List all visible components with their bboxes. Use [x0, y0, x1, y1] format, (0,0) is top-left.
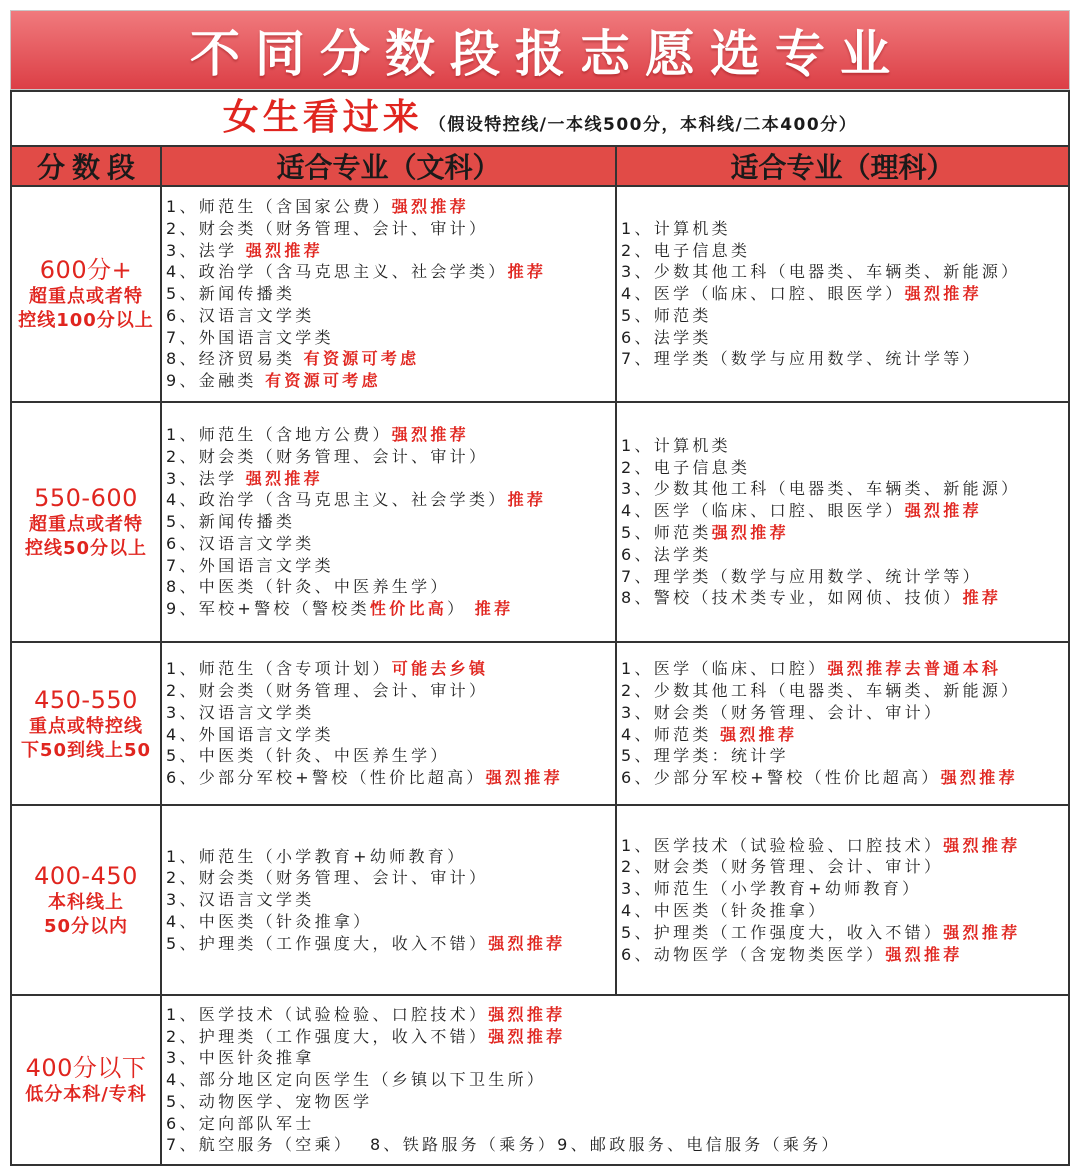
major-item [166, 889, 615, 911]
major-text: 3、法学 [166, 468, 246, 488]
score-range-label: 550-600 [34, 484, 138, 512]
recommend-note: 推荐 [507, 490, 547, 510]
major-item [166, 261, 615, 283]
recommend-note: 有资源可考虑 [265, 371, 381, 391]
major-item [166, 1047, 1068, 1069]
recommend-note: 强烈推荐 [488, 933, 566, 953]
table-header [10, 145, 1070, 187]
science-major-list [617, 806, 1068, 994]
major-text: 7、航空服务（空乘） 8、铁路服务（乘务）9、邮政服务、电信服务（乘务） [166, 1135, 841, 1155]
header-science-majors: 适合专业（理科） [730, 151, 955, 184]
major-text: 7、理学类（数学与应用数学、统计学等） [621, 349, 982, 369]
major-item [621, 745, 1068, 767]
major-item [621, 680, 1068, 702]
score-range-cell [12, 643, 162, 804]
score-range-cell [12, 996, 162, 1164]
major-text: 4、医学（临床、口腔、眼医学） [621, 501, 905, 521]
major-text: 5、中医类（针灸、中医养生学） [166, 746, 450, 766]
major-item [621, 435, 1068, 457]
recommend-note: 性价比高 [369, 599, 448, 619]
major-text: 5、新闻传播类 [166, 284, 296, 304]
major-text: 7、外国语言文学类 [166, 555, 334, 575]
major-item [621, 348, 1068, 370]
major-text: 3、汉语言文学类 [166, 702, 315, 722]
major-text: 9、军校+警校（警校类 [166, 599, 370, 619]
score-range-label: 600分+ [39, 256, 133, 284]
score-range-label: 450-550 [34, 685, 138, 714]
major-text: 6、少部分军校+警校（性价比超高） [166, 768, 486, 788]
major-item [621, 587, 1068, 609]
major-text: 1、师范生（含地方公费） [166, 424, 392, 444]
recommend-note: 强烈推荐 [885, 944, 963, 964]
major-item [166, 745, 615, 767]
major-text: 7、外国语言文学类 [166, 327, 334, 347]
arts-major-list [162, 643, 617, 804]
major-text: 6、法学类 [621, 327, 712, 347]
major-text: 5、理学类：统计学 [621, 746, 789, 766]
recommend-note: 强烈推荐 [904, 284, 982, 304]
major-text: 1、师范生（含专项计划） [166, 659, 392, 679]
major-text: 4、政治学（含马克思主义、社会学类） [166, 262, 508, 282]
major-text: 2、电子信息类 [621, 457, 751, 477]
header-arts-majors: 适合专业（文科） [162, 147, 617, 185]
major-item [166, 196, 615, 218]
major-item [621, 327, 1068, 349]
recommend-note: 强烈推荐 [940, 768, 1018, 788]
major-item [166, 305, 615, 327]
major-text: 3、财会类（财务管理、会计、审计） [621, 702, 944, 722]
score-row [10, 187, 1070, 403]
major-item [621, 878, 1068, 900]
major-item [621, 835, 1068, 857]
score-range-cell [12, 403, 162, 641]
major-item [166, 468, 615, 490]
recommend-note: 推荐 [962, 588, 1002, 608]
major-item [166, 846, 615, 868]
subtitle-highlight: 女生看过来 [222, 97, 423, 138]
major-item [621, 544, 1068, 566]
major-item [621, 922, 1068, 944]
major-text: 5、护理类（工作强度大，收入不错） [621, 922, 944, 942]
recommend-note: 强烈推荐 [904, 501, 982, 521]
score-range-cell [12, 806, 162, 994]
major-text: 1、计算机类 [621, 218, 731, 238]
major-item [621, 724, 1068, 746]
major-item [166, 702, 615, 724]
major-text: 6、法学类 [621, 544, 712, 564]
major-text: 3、少数其他工科（电器类、车辆类、新能源） [621, 262, 1021, 282]
major-text: 5、师范类 [621, 523, 712, 542]
major-item [621, 566, 1068, 588]
major-text: 8、警校（技术类专业，如网侦、技侦） [621, 588, 963, 608]
recommend-note: 强烈推荐 [943, 922, 1021, 942]
recommend-note: 强烈推荐 [711, 523, 789, 542]
major-item [166, 511, 615, 533]
score-row [10, 996, 1070, 1166]
major-text: 1、医学（临床、口腔） [621, 659, 828, 679]
major-item [166, 555, 615, 577]
major-item [621, 767, 1068, 789]
major-item [166, 1134, 1068, 1156]
science-major-list [617, 643, 1068, 804]
major-text: 6、动物医学（含宠物类医学） [621, 944, 886, 964]
score-range-desc: 50分以内 [43, 916, 129, 937]
recommend-note: 强烈推荐 [391, 196, 469, 216]
major-text: 6、定向部队军士 [166, 1113, 315, 1133]
major-text: 4、医学（临床、口腔、眼医学） [621, 284, 905, 304]
major-item [166, 658, 615, 680]
score-range-label: 400-450 [34, 862, 138, 890]
recommend-note: 强烈推荐 [391, 424, 469, 444]
recommend-note: 强烈推荐 [943, 835, 1021, 855]
major-item [621, 702, 1068, 724]
major-item [166, 283, 615, 305]
arts-major-list [162, 187, 617, 401]
major-text: 4、师范类 [621, 724, 721, 744]
major-item [621, 240, 1068, 262]
score-range-desc: 本科线上 [48, 892, 124, 913]
major-item [166, 867, 615, 889]
major-item [166, 533, 615, 555]
major-text: 5、动物医学、宠物医学 [166, 1091, 373, 1111]
recommend-note: 强烈推荐 [485, 768, 563, 788]
recommend-note: 强烈推荐 [488, 1004, 566, 1024]
science-major-list [617, 403, 1068, 641]
major-text: 4、中医类（针灸推拿） [621, 901, 828, 920]
major-item [166, 1026, 1068, 1048]
recommend-note: 强烈推荐去普通本科 [827, 659, 1002, 679]
major-item [166, 1091, 1068, 1113]
score-row [10, 643, 1070, 806]
major-item [621, 283, 1068, 305]
major-item [621, 900, 1068, 922]
major-text: 2、财会类（财务管理、会计、审计） [166, 446, 489, 466]
major-text: 3、中医针灸推拿 [166, 1048, 315, 1068]
major-item [166, 911, 615, 933]
major-text: 8、经济贸易类 [166, 349, 304, 369]
major-text: 4、部分地区定向医学生（乡镇以下卫生所） [166, 1070, 547, 1090]
major-text: 7、理学类（数学与应用数学、统计学等） [621, 566, 982, 586]
score-range-desc: 下50到线上50 [20, 739, 152, 761]
major-item [166, 680, 615, 702]
score-range-desc: 超重点或者特 [29, 514, 143, 535]
major-text: ） [447, 599, 475, 619]
major-item [621, 478, 1068, 500]
major-text: 1、医学技术（试验检验、口腔技术） [166, 1004, 489, 1024]
score-range-label: 400分以下 [25, 1054, 147, 1082]
header-score-range: 分数段 [12, 147, 162, 185]
major-item [166, 724, 615, 746]
major-item [166, 576, 615, 598]
major-text: 3、师范生（小学教育+幼师教育） [621, 879, 922, 899]
major-text: 9、金融类 [166, 371, 266, 391]
major-item [621, 261, 1068, 283]
score-range-desc: 控线50分以上 [24, 538, 148, 559]
major-item [621, 218, 1068, 240]
score-range-cell [12, 187, 162, 401]
major-text: 2、财会类（财务管理、会计、审计） [621, 857, 944, 877]
major-item [621, 944, 1068, 966]
arts-major-list [162, 403, 617, 641]
major-item [166, 327, 615, 349]
major-text: 8、中医类（针灸、中医养生学） [166, 577, 450, 597]
major-text: 5、护理类（工作强度大，收入不错） [166, 933, 489, 953]
major-text: 4、中医类（针灸推拿） [166, 911, 373, 931]
major-item [166, 1113, 1068, 1135]
recommend-note: 推荐 [507, 262, 547, 282]
recommend-note: 强烈推荐 [245, 240, 323, 260]
major-text: 1、医学技术（试验检验、口腔技术） [621, 835, 944, 855]
score-range-desc: 低分本科/专科 [25, 1084, 147, 1105]
major-text: 4、外国语言文学类 [166, 724, 334, 744]
major-text: 1、计算机类 [621, 435, 731, 455]
major-item [166, 348, 615, 370]
recommend-note: 可能去乡镇 [391, 659, 489, 679]
major-item [621, 522, 1068, 544]
major-item [166, 489, 615, 511]
major-item [621, 457, 1068, 479]
arts-major-list [162, 806, 617, 994]
major-text: 2、财会类（财务管理、会计、审计） [166, 868, 489, 888]
recommend-note: 强烈推荐 [245, 468, 323, 488]
major-item [166, 933, 615, 955]
major-text: 1、师范生（含国家公费） [166, 196, 392, 216]
score-row [10, 403, 1070, 643]
subtitle-note: （假设特控线/一本线500分，本科线/二本400分） [428, 115, 858, 135]
title-banner [10, 10, 1070, 90]
major-item [166, 1004, 1068, 1026]
major-text: 3、少数其他工科（电器类、车辆类、新能源） [621, 479, 1021, 499]
science-major-list [617, 187, 1068, 401]
merged-major-list [162, 996, 1068, 1164]
score-range-desc: 控线100分以上 [18, 310, 154, 331]
major-item [166, 598, 615, 620]
major-item [621, 500, 1068, 522]
major-item [166, 424, 615, 446]
major-item [166, 767, 615, 789]
major-item [166, 446, 615, 468]
recommend-note: 强烈推荐 [488, 1026, 566, 1046]
major-text: 2、财会类（财务管理、会计、审计） [166, 218, 489, 238]
major-item [621, 856, 1068, 878]
major-item [166, 240, 615, 262]
recommend-note: 推荐 [474, 599, 514, 619]
subtitle-row [10, 90, 1070, 145]
page-title: 不同分数段报志愿选专业 [190, 25, 905, 83]
major-item [166, 370, 615, 392]
recommend-note: 强烈推荐 [720, 724, 798, 744]
major-text: 5、师范类 [621, 305, 712, 325]
major-text: 2、护理类（工作强度大，收入不错） [166, 1026, 489, 1046]
recommend-note: 有资源可考虑 [303, 349, 420, 369]
major-item [621, 658, 1068, 680]
major-text: 6、少部分军校+警校（性价比超高） [621, 768, 941, 788]
major-text: 1、师范生（小学教育+幼师教育） [166, 846, 467, 866]
score-range-desc: 超重点或者特 [29, 286, 143, 307]
major-item [621, 305, 1068, 327]
major-item [166, 218, 615, 240]
major-text: 5、新闻传播类 [166, 512, 296, 532]
major-text: 3、法学 [166, 240, 246, 260]
score-range-desc: 重点或特控线 [29, 715, 143, 737]
major-text: 2、电子信息类 [621, 240, 751, 260]
major-text: 4、政治学（含马克思主义、社会学类） [166, 490, 508, 510]
major-text: 2、少数其他工科（电器类、车辆类、新能源） [621, 680, 1021, 700]
major-text: 6、汉语言文学类 [166, 533, 315, 553]
major-text: 6、汉语言文学类 [166, 305, 315, 325]
score-row [10, 806, 1070, 996]
major-item [166, 1069, 1068, 1091]
major-text: 3、汉语言文学类 [166, 890, 315, 910]
major-text: 2、财会类（财务管理、会计、审计） [166, 680, 489, 700]
